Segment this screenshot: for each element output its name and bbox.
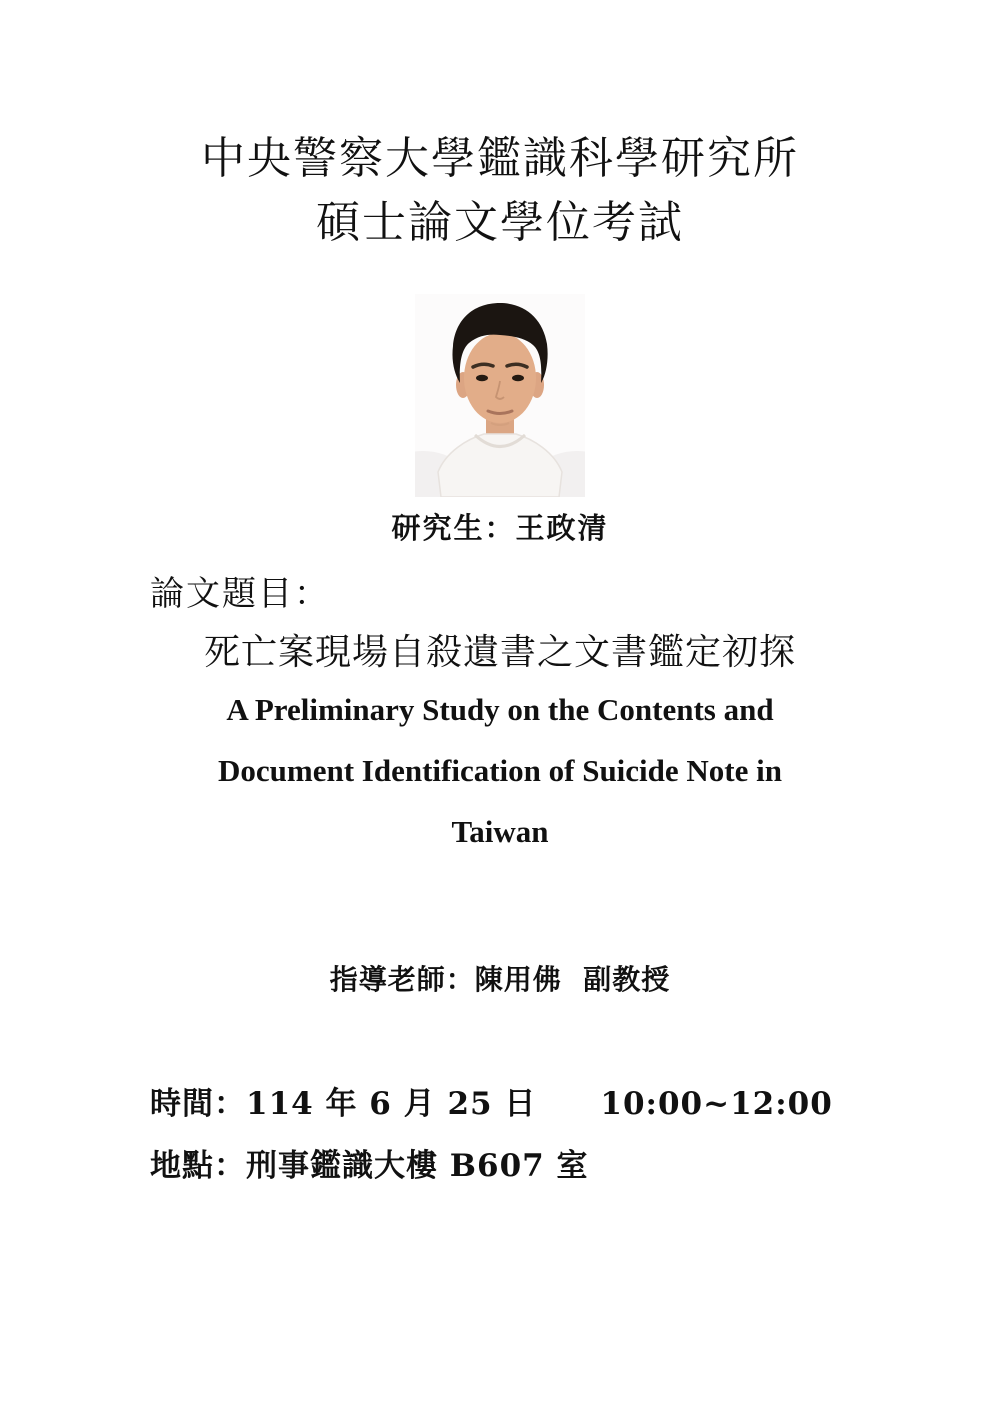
thesis-title-english-line2: Document Identification of Suicide Note in bbox=[217, 753, 782, 788]
student-name-caption: 研究生：王政清 bbox=[391, 511, 609, 545]
exam-location-line: 地點：刑事鑑識大樓 B607 室 bbox=[150, 1148, 589, 1184]
thesis-title-english-line3: Taiwan bbox=[451, 814, 549, 849]
student-portrait-illustration bbox=[415, 294, 585, 497]
student-photo bbox=[415, 294, 585, 497]
thesis-title-chinese: 死亡案現場自殺遺書之文書鑑定初探 bbox=[203, 632, 796, 673]
thesis-topic-label: 論文題目： bbox=[150, 574, 330, 614]
advisor-line: 指導老師：陳用佛 副教授 bbox=[329, 963, 671, 996]
exam-title: 碩士論文學位考試 bbox=[316, 197, 684, 248]
exam-time-line: 時間：114 年 6 月 25 日 10:00~12:00 bbox=[150, 1086, 833, 1122]
thesis-title-english-line1: A Preliminary Study on the Contents and bbox=[226, 692, 774, 727]
institute-title: 中央警察大學鑑識科學研究所 bbox=[201, 133, 799, 184]
